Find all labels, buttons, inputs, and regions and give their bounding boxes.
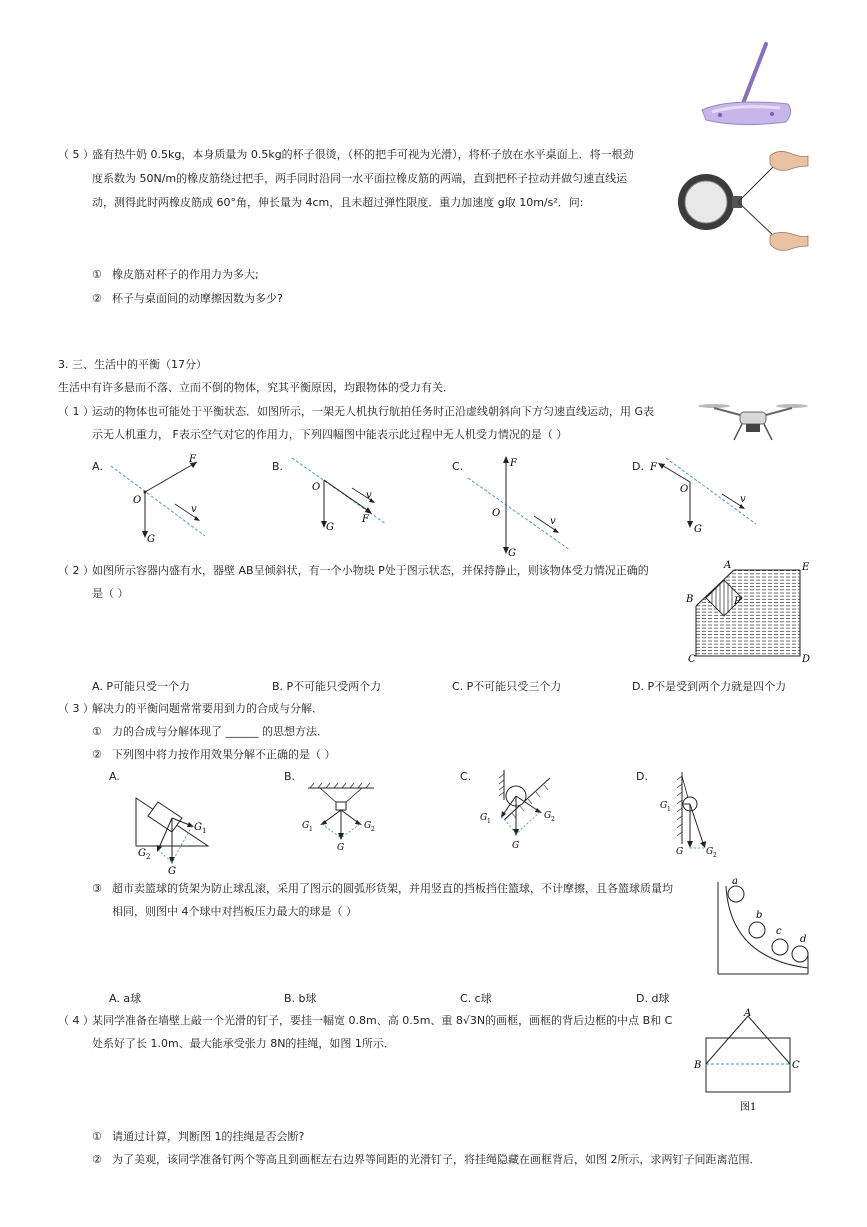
q1-figure-d (646, 452, 761, 547)
q3c-label-g: G (512, 841, 520, 851)
q1-figure-a (105, 452, 215, 547)
mop-image (698, 40, 798, 132)
q3-s2-mark: ② (92, 748, 102, 761)
q3-s1-mark: ① (92, 725, 102, 738)
q4-line-2: 处系好了长 1.0m、最大能承受张力 8N的挂绳，如图 1所示． (92, 1037, 395, 1050)
q3-option-b[interactable]: B. b球 (284, 992, 317, 1005)
q3c-label-g2-sub: 2 (551, 816, 555, 823)
q2-label-p: P (734, 596, 741, 607)
q1-figure-b (286, 452, 396, 547)
q1a-label-g: G (147, 534, 155, 545)
q3b-label-g2-sub: 2 (371, 826, 375, 833)
q2-line-2: 是（ ） (92, 587, 129, 600)
q4-s1-mark: ① (92, 1130, 102, 1143)
q3-s1: 力的合成与分解体现了 ______ 的思想方法． (112, 725, 328, 738)
q1b-label-v: v (366, 490, 372, 501)
ball-label-b: b (756, 910, 763, 921)
q2-label-a: A (724, 560, 732, 571)
q5-number: （ 5 ） (58, 148, 94, 161)
q3a-label-g2: G (138, 848, 146, 859)
ball-label-c: c (776, 926, 782, 937)
drone-image (694, 396, 812, 444)
q5-sub2-mark: ② (92, 292, 102, 305)
q1b-label-o: O (312, 482, 321, 493)
q1c-label-f: F (510, 458, 517, 469)
q3d-label-g1: G (660, 801, 668, 811)
q3-intro: 解决力的平衡问题常常要用到力的合成与分解． (92, 702, 323, 715)
q3-figure-d (654, 768, 734, 860)
q4-figure-caption: 图1 (740, 1102, 757, 1113)
q1d-label-f: F (650, 462, 657, 473)
q2-option-b[interactable]: B. P不可能只受两个力 (272, 680, 382, 693)
q3-number: （ 3 ） (58, 702, 94, 715)
q2-option-d[interactable]: D. P不是受到两个力就是四个力 (632, 680, 787, 693)
q3-figure-b (296, 780, 386, 856)
q5-line-2: 度系数为 50N/m的橡皮筋绕过把手，两手同时沿同一水平面拉橡皮筋的两端，直到把杯子拉动并做匀速直线运 (92, 172, 628, 185)
q4-line-1: 某同学准备在墙壁上敲一个光滑的钉子，要挂一幅宽 0.8m、高 0.5m、重 8√3N的画框，画框的背后边框的中点 B和 C (92, 1014, 673, 1027)
q1d-label-o: O (680, 484, 689, 495)
q2-label-e: E (802, 562, 810, 573)
q3-s3-line-1: 超市卖篮球的货架为防止球乱滚，采用了图示的圆弧形货架，并用竖直的挡板挡住篮球，不计摩擦，且各篮球质量均 (112, 882, 673, 895)
q3-s2: 下列图中将力按作用效果分解不正确的是（ ） (112, 748, 336, 761)
q3a-label-g1: G (194, 822, 202, 833)
q4-s2-mark: ② (92, 1153, 102, 1166)
q3d-label-g1-sub: 1 (667, 806, 671, 813)
q4-label-a: A (744, 1008, 752, 1019)
q3-fig-option-b[interactable]: B. (284, 770, 296, 783)
q4-label-c: C (792, 1060, 800, 1071)
ball-label-d: d (800, 934, 807, 945)
section-title: 3. 三、生活中的平衡（17分） (58, 358, 207, 371)
q5-line-3: 动，测得此时两橡皮筋成 60°角，伸长量为 4cm，且未超过弹性限度．重力加速度 g取 10m/s²．问: (92, 196, 584, 209)
q1b-label-f: F (362, 514, 369, 525)
q2-number: （ 2 ） (58, 564, 94, 577)
q3b-label-g2: G (364, 821, 372, 831)
q4-s2: 为了美观，该同学准备钉两个等高且到画框左右边界等间距的光滑钉子，将挂绳隐藏在画框背后，如图 2所示，求两钉子间距离范围． (112, 1153, 761, 1166)
q3-option-a[interactable]: A. a球 (109, 992, 142, 1005)
q1a-label-v: v (191, 504, 197, 515)
q3-fig-option-a[interactable]: A. (109, 770, 120, 783)
q3-figure-a (128, 788, 218, 878)
q1c-label-o: O (492, 508, 501, 519)
q3-s3-line-2: 相同，则图中 4个球中对挡板压力最大的球是（ ） (112, 905, 357, 918)
q1-option-d[interactable]: D. (632, 460, 644, 473)
q1a-label-f: F (189, 454, 196, 465)
q1-option-c[interactable]: C. (452, 460, 464, 473)
q2-label-b: B (686, 594, 694, 605)
q3a-label-g1-sub: 1 (202, 827, 207, 835)
q1c-label-g: G (508, 548, 516, 558)
q1-option-b[interactable]: B. (272, 460, 284, 473)
q1-line-2: 示无人机重力， F表示空气对它的作用力，下列四幅图中能表示此过程中无人机受力情况的是（ ） (92, 428, 568, 441)
q1d-label-v: v (740, 494, 746, 505)
q5-line-1: 盛有热牛奶 0.5kg，本身质量为 0.5kg的杯子很烫，（杯的把手可视为光滑），将杯子放在水平桌面上．将一根劲 (92, 148, 634, 161)
q5-sub2: 杯子与桌面间的动摩擦因数为多少? (112, 292, 283, 305)
q5-sub1: 橡皮筋对杯子的作用力为多大; (112, 268, 259, 281)
q4-s1: 请通过计算，判断图 1的挂绳是否会断? (112, 1130, 305, 1143)
q2-container-figure (684, 560, 814, 666)
q3c-label-g1: G (480, 813, 488, 823)
q3b-label-g1: G (302, 821, 310, 831)
q1d-label-g: G (694, 524, 702, 535)
q3-option-d[interactable]: D. d球 (636, 992, 670, 1005)
q2-option-c[interactable]: C. P不可能只受三个力 (452, 680, 562, 693)
q3b-label-g: G (337, 843, 345, 853)
q4-number: （ 4 ） (58, 1014, 94, 1027)
q1-option-a[interactable]: A. (92, 460, 103, 473)
q4-label-b: B (694, 1060, 702, 1071)
q1c-label-v: v (550, 516, 556, 527)
q2-option-a[interactable]: A. P可能只受一个力 (92, 680, 190, 693)
ball-label-a: a (732, 876, 738, 887)
q3c-label-g1-sub: 1 (487, 818, 491, 825)
q5-sub1-mark: ① (92, 268, 102, 281)
q1-figure-c (462, 452, 582, 558)
q3a-label-g2-sub: 2 (146, 853, 151, 861)
q3b-label-g1-sub: 1 (309, 826, 313, 833)
q3d-label-g: G (676, 847, 684, 857)
q1a-label-o: O (133, 495, 142, 506)
q3c-label-g2: G (544, 811, 552, 821)
q4-frame-figure (690, 1006, 802, 1118)
q3-shelf-figure (712, 872, 812, 978)
section-intro: 生活中有许多悬而不落、立而不倒的物体，究其平衡原因，均跟物体的受力有关． (58, 381, 454, 394)
q2-line-1: 如图所示容器内盛有水，器壁 AB呈倾斜状，有一个小物块 P处于图示状态，并保持静止，则该物体受力情况正确的 (92, 564, 649, 577)
q2-label-d: D (802, 654, 811, 665)
q3a-label-g: G (168, 866, 176, 877)
q3d-label-g2-sub: 2 (713, 852, 717, 859)
q3-figure-c (472, 766, 567, 856)
q3-option-c[interactable]: C. c球 (460, 992, 492, 1005)
cup-rubberband-figure (672, 146, 812, 256)
q1-number: （ 1 ） (58, 405, 94, 418)
q3-fig-option-c[interactable]: C. (460, 770, 472, 783)
q3-s3-mark: ③ (92, 882, 102, 895)
q1-line-1: 运动的物体也可能处于平衡状态．如图所示，一架无人机执行航拍任务时正沿虚线朝斜向下方匀速直线运动，用 G表 (92, 405, 655, 418)
q3-fig-option-d[interactable]: D. (636, 770, 648, 783)
q2-label-c: C (688, 654, 696, 665)
q1b-label-g: G (326, 522, 334, 533)
q3d-label-g2: G (706, 847, 714, 857)
